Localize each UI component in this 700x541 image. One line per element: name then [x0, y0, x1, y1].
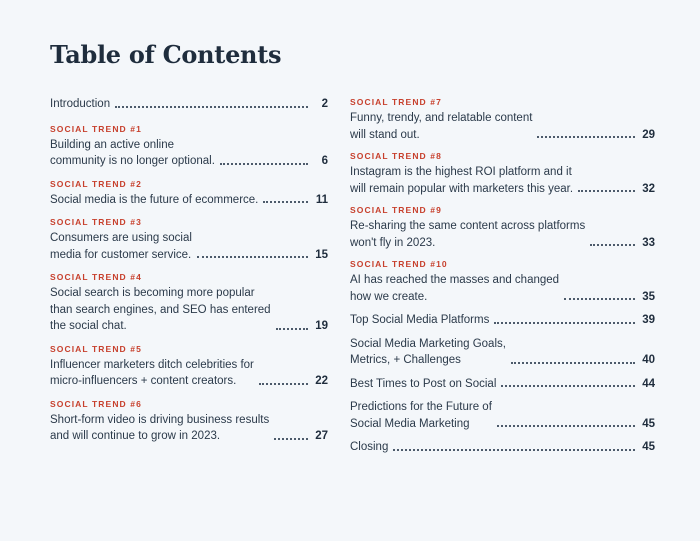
toc-item-title: Consumers are using social	[50, 232, 192, 244]
page-number: 15	[315, 248, 328, 261]
toc-item-title: Social Media Marketing	[350, 417, 470, 430]
toc-item-title: will stand out.	[350, 128, 420, 141]
dot-leader	[393, 449, 635, 451]
trend-label: SOCIAL TREND #2	[50, 178, 142, 189]
toc-item-title: Top Social Media Platforms	[350, 314, 490, 326]
toc-item-title: Predictions for the Future of	[350, 401, 492, 413]
toc-item-title: Social search is becoming more popular	[50, 287, 255, 299]
toc-item-trend-7[interactable]	[350, 96, 655, 143]
toc-item-title: Best Times to Post on Social	[350, 377, 497, 390]
toc-item-title: Introduction	[50, 98, 111, 110]
toc-item-trend-3[interactable]	[50, 216, 328, 263]
toc-item-title: than search engines, and SEO has entered	[50, 303, 271, 316]
toc-item-title: how we create.	[350, 290, 428, 303]
toc-item-title: Social Media Marketing Goals,	[350, 337, 506, 350]
toc-item-title: Social media is the future of ecommerce.	[50, 193, 259, 206]
trend-label: SOCIAL TREND #10	[350, 259, 448, 269]
toc-item-title: will remain popular with marketers this year.	[350, 182, 574, 195]
dot-leader	[259, 383, 308, 385]
toc-right-column	[350, 96, 655, 463]
toc-item-trend-8[interactable]	[350, 150, 655, 197]
page-number: 40	[642, 354, 655, 366]
dot-leader	[501, 385, 635, 387]
page-number: 27	[315, 430, 328, 442]
toc-item-title: Building an active online	[50, 138, 175, 151]
toc-item-predictions[interactable]	[350, 399, 655, 432]
toc-item-closing[interactable]	[350, 439, 655, 456]
trend-label: SOCIAL TREND #8	[350, 151, 442, 161]
trend-label: SOCIAL TREND #5	[50, 343, 142, 354]
page-number: 22	[315, 375, 328, 387]
dot-leader	[497, 425, 635, 427]
toc-item-trend-9[interactable]	[350, 204, 655, 251]
toc-item-goals-metrics[interactable]	[350, 336, 655, 369]
toc-item-title: Influencer marketers ditch celebrities for	[50, 358, 254, 371]
trend-label: SOCIAL TREND #3	[50, 217, 142, 227]
trend-label: SOCIAL TREND #7	[350, 97, 442, 107]
dot-leader	[578, 190, 635, 192]
trend-label: SOCIAL TREND #6	[50, 398, 142, 409]
dot-leader	[564, 298, 635, 300]
toc-item-title: won't fly in 2023.	[350, 236, 436, 249]
toc-item-title: Metrics, + Challenges	[350, 354, 461, 366]
toc-item-title: AI has reached the masses and changed	[350, 274, 560, 286]
toc-item-title: micro-influencers + content creators.	[50, 375, 237, 387]
page-number: 45	[642, 441, 655, 453]
page-number: 33	[642, 236, 655, 249]
page-number: 32	[642, 182, 655, 195]
dot-leader	[115, 106, 308, 108]
toc-item-introduction[interactable]	[50, 96, 328, 113]
toc-item-trend-4[interactable]	[50, 271, 328, 335]
toc-item-title: community is no longer optional.	[50, 155, 215, 167]
toc-item-title: and will continue to grow in 2023.	[50, 430, 221, 442]
toc-item-trend-6[interactable]	[50, 398, 328, 445]
toc-item-title: Instagram is the highest ROI platform and it	[350, 166, 572, 178]
dot-leader	[537, 136, 635, 138]
dot-leader	[494, 322, 635, 324]
toc-item-title: Re-sharing the same content across platforms	[350, 220, 586, 232]
toc-left-column	[50, 96, 328, 453]
trend-label: SOCIAL TREND #1	[50, 123, 142, 134]
page-number: 19	[315, 320, 328, 332]
dot-leader	[276, 328, 308, 330]
toc-item-trend-2[interactable]	[50, 178, 328, 209]
page-number: 11	[315, 193, 328, 206]
toc-item-trend-5[interactable]	[50, 343, 328, 390]
toc-item-top-platforms[interactable]	[350, 312, 655, 329]
toc-item-title: Closing	[350, 441, 389, 453]
page-title: Table of Contents	[50, 40, 282, 69]
dot-leader	[590, 244, 635, 246]
page-number: 44	[642, 377, 655, 390]
page-number: 35	[642, 290, 655, 303]
toc-item-trend-1[interactable]	[50, 123, 328, 170]
toc-item-trend-10[interactable]	[350, 258, 655, 305]
page-number: 6	[321, 155, 328, 167]
toc-item-title: Funny, trendy, and relatable content	[350, 112, 533, 124]
page-number: 45	[642, 417, 655, 430]
page-number: 39	[642, 314, 655, 326]
toc-item-title: Short-form video is driving business results	[50, 413, 270, 426]
dot-leader	[220, 163, 308, 165]
dot-leader	[274, 438, 308, 440]
toc-item-best-times[interactable]	[350, 376, 655, 393]
page-number: 2	[321, 98, 328, 110]
page-number: 29	[642, 128, 655, 141]
dot-leader	[511, 362, 635, 364]
dot-leader	[197, 256, 308, 258]
toc-item-title: the social chat.	[50, 320, 127, 332]
toc-item-title: media for customer service.	[50, 248, 192, 261]
trend-label: SOCIAL TREND #4	[50, 272, 142, 282]
dot-leader	[263, 201, 308, 203]
trend-label: SOCIAL TREND #9	[350, 205, 442, 215]
